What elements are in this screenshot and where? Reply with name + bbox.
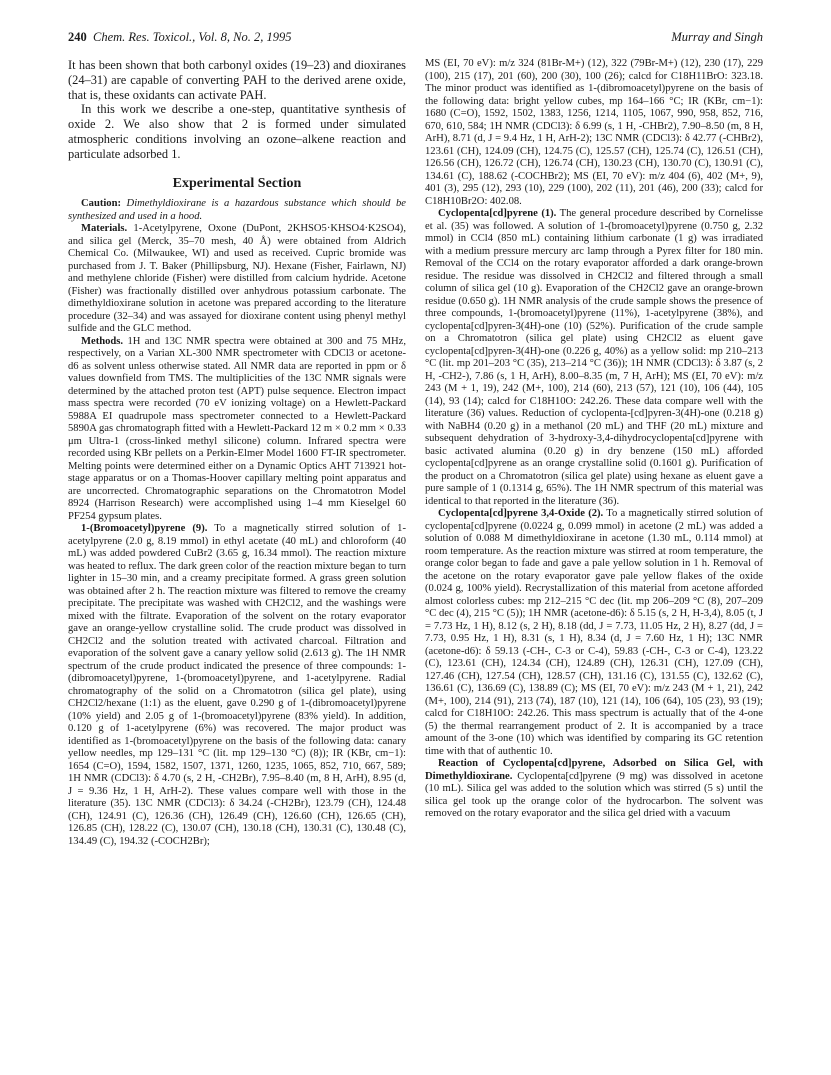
- cyclopentapyrene-paragraph: [425, 208, 763, 508]
- methods-text: 1H and 13C NMR spectra were obtained at 300 and 75 MHz, respectively, on a Varian XL-300 NMR spectrometer with CDCl3 or acetone-d6 as solvent unless otherwise stated. All NMR data are reported in ppm or δ values downfield from TMS. The multiplicities of the 13C NMR signals were determined by the attached proton test (APT) pulse sequence. Electron impact mass spectra were recorded (70 eV ionizing voltage) on a Hewlett-Packard 5988A EI quadrupole mass spectrometer connected to a Hewlett-Packard 5890A gas chromatograph fitted with a Hewlett-Packard 12 m × 0.2 mm × 0.33 μm Ultra-1 (cross-linked methyl silicone) column. Infrared spectra were recorded using KBr pellets on a Perkin-Elmer Model 1600 FT-IR spectrometer. Melting points were determined either on a Dynamic Optics AHT 713921 hot-stage apparatus or on a Thomas-Hoover capillary melting point apparatus and are uncorrected. Chromatographic separations on the Chromatotron Model 8924 (Harrison Research) were accomplished using 1–4 mm Kieselgel 60 PF254 gypsum plates.: [68, 335, 407, 522]
- header-authors: Murray and Singh: [671, 30, 763, 44]
- ms-continuation-paragraph: MS (EI, 70 eV): m/z 324 (81Br-M+) (12), 322 (79Br-M+) (12), 230 (17), 229 (100), 215 (17), 201 (60), 200 (30), 100 (26); calcd for C18H11BrO: 323.18. The minor product was identified as 1-(dibromoacetyl)pyrene on the basis of the following data: bright yellow cubes, mp 164–166 °C; IR (KBr, cm−1): 1680 (C=O), 1592, 1502, 1383, 1256, 1214, 1105, 1067, 990, 958, 852, 716, 670, 610, 584; 1H NMR (CDCl3): δ 6.99 (s, 1 H, -CHBr2), 7.90–8.50 (m, 8 H, ArH), 8.71 (d, J = 9.4 Hz, 1 H, ArH-2); 13C NMR (CDCl3): δ 42.77 (-CHBr2), 123.61 (CH), 124.09 (CH), 124.75 (C), 125.57 (CH), 125.74 (C), 126.51 (CH), 126.56 (CH), 126.72 (CH), 126.74 (CH), 130.23 (CH), 130.70 (C), 130.91 (C), 134.61 (C), 188.62 (-COCHBr2); MS (EI, 70 eV): m/z 404 (6), 402 (M+, 9), 401 (3), 295 (12), 293 (10), 229 (100), 202 (11), 201 (46), 200 (33); calcd for C18H10Br2O: 402.08.: [425, 58, 763, 207]
- silica-reaction-paragraph: [425, 758, 763, 821]
- silica-reaction-text: Cyclopenta[cd]pyrene (9 mg) was dissolved in acetone (10 mL). Silica gel was added to the solution which was stirred (5 s) until the silica gel took up the orange color of the hydrocarbon. The solvent was removed on the rotary evaporator and the silica gel dried with a vacuum: [425, 770, 763, 819]
- section-heading: Experimental Section: [172, 175, 302, 191]
- methods-heading: Methods.: [81, 335, 124, 347]
- right-column: [425, 58, 763, 821]
- page-number: 240: [68, 30, 87, 44]
- caution-label: Caution:: [81, 198, 122, 210]
- materials-text: 1-Acetylpyrene, Oxone (DuPont, 2KHSO5·KHSO4·K2SO4), and silica gel (Merck, 35–70 mesh, 40 Å) were obtained from Aldrich Chemical Co. (Milwaukee, WI) and used as received. Cupric bromide was purchased from J. T. Baker (Phillipsburg, NJ). Hexane (Fisher, Fairlawn, NJ) and methylene chloride (Fisher) were distilled from calcium hydride. Acetone (Fisher) was fractionally distilled over anhydrous potassium carbonate. The dimethyldioxirane solution in acetone was prepared according to the literature procedure (32–34) and was assayed for dioxirane content using phenyl methyl sulfide and the GLC method.: [68, 223, 406, 335]
- caution-paragraph: [68, 198, 406, 223]
- left-column: [68, 58, 406, 848]
- materials-heading: Materials.: [81, 223, 128, 235]
- silica-reaction-heading: Reaction of Cyclopenta[cd]pyrene, Adsorbed on Silica Gel, with Dimethyldioxirane.: [425, 758, 763, 782]
- oxide-heading: Cyclopenta[cd]pyrene 3,4-Oxide (2).: [438, 508, 604, 519]
- intro-paragraph-1: It has been shown that both carbonyl oxides (19–23) and dioxiranes (24–31) are capable of converting PAH to the derived arene oxide, that is, these oxidants can activate PAH.: [68, 58, 406, 102]
- journal-citation: Chem. Res. Toxicol., Vol. 8, No. 2, 1995: [93, 30, 292, 44]
- bromoacetylpyrene-heading: 1-(Bromoacetyl)pyrene (9).: [81, 523, 208, 535]
- header-left: [68, 30, 292, 45]
- caution-text: Dimethyldioxirane is a hazardous substance which should be synthesized and used in a hood.: [68, 198, 406, 222]
- materials-paragraph: [68, 223, 406, 336]
- cyclopentapyrene-heading: Cyclopenta[cd]pyrene (1).: [438, 208, 557, 219]
- running-header: [68, 30, 763, 48]
- bromoacetylpyrene-paragraph: [68, 523, 406, 848]
- bromoacetylpyrene-text: To a magnetically stirred solution of 1-acetylpyrene (2.0 g, 8.19 mmol) in ethyl acetate (40 mL) and chloroform (40 mL) was added powdered CuBr2 (3.65 g, 16.34 mmol). The reaction mixture was heated to reflux. The dark green color of the reaction mixture began to turn lighter in 15–30 min, and a creamy precipitate formed. A grass green solution was obtained after 2 h. The reaction mixture was filtered to remove the creamy precipitate. The precipitate was washed with CH2Cl2, and the washings were mixed with the filtrate. Evaporation of the solvent on the rotary evaporator gave an orange-yellow crystalline solid. The crude product was dissolved in CH2Cl2 and the solution treated with activated charcoal. Filtration and evaporation of the solvent gave a canary yellow solid (2.613 g). The 1H NMR spectrum of the crude product indicated the presence of three compounds: 1-(dibromoacetyl)pyrene, 1-(bromoacetyl)pyrene, and 1-acetylpyrene. Radial chromatography of the solid on a Chromatotron (silica gel plate), using CH2Cl2/hexane (1:1) as the eluent, gave 0.290 g of 1-(dibromoacetyl)pyrene (10% yield) and 2.05 g of 1-(bromoacetyl)pyrene (83% yield). In addition, 0.120 g of 1-acetylpyrene (6%) was recovered. The major product was identified as 1-(bromoacetyl)pyrene on the basis of the following data: canary yellow needles, mp 129–131 °C (lit. mp 129–130 °C) (8)); IR (KBr, cm−1): 1654 (C=O), 1594, 1582, 1507, 1371, 1260, 1235, 1065, 852, 710, 667, 589; 1H NMR (CDCl3): δ 4.70 (s, 2 H, -CH2Br), 7.95–8.40 (m, 8 H, ArH), 8.95 (d, J = 9.36 Hz, 1 H, ArH-2). These values compare well with those in the literature (35). 13C NMR (CDCl3): δ 34.24 (-CH2Br), 123.79 (CH), 124.48 (CH), 124.91 (C), 126.36 (CH), 126.49 (CH), 126.60 (CH), 126.65 (CH), 126.85 (CH), 128.22 (C), 130.07 (CH), 130.18 (CH), 130.31 (C), 130.48 (C), 134.49 (C), 194.32 (-COCH2Br);: [68, 523, 406, 847]
- intro-paragraph-2: In this work we describe a one-step, quantitative synthesis of oxide 2. We also show that 2 is formed under simulated atmospheric conditions involving an ozone–alkene reaction and particulate adsorbed 1.: [68, 102, 406, 161]
- cyclopentapyrene-text: The general procedure described by Cornelisse et al. (35) was followed. A solution of 1-(bromoacetyl)pyrene (0.750 g, 2.32 mmol) in CCl4 (850 mL) containing lithium carbonate (1 g) was irradiated with a medium pressure mercury arc lamp through a Pyrex filter for 180 min. Removal of the CCl4 on the rotary evaporator afforded a dark orange-brown residue. The residue was dissolved in CH2Cl2 and filtered through a small column of silica gel (10 g). Evaporation of the CH2Cl2 gave an orange-brown residue (0.650 g). 1H NMR analysis of the crude sample shows the presence of three compounds, 1-(bromoacetyl)pyrene (11%), 1-acetylpyrene (38%), and cyclopenta[cd]pyren-3(4H)-one (10) (52%). Purification of the crude sample on a Chromatotron (silica gel plate) using CH2Cl2 as eluent gave cyclopenta[cd]pyren-3(4H)-one (0.226 g, 40%) as a yellow solid: mp 210–213 °C (lit. mp 201–203 °C (35), 213–214 °C (36)); 1H NMR (CDCl3): δ 3.87 (s, 2 H, -CH2-), 7.86 (s, 1 H, ArH), 8.00–8.35 (m, 7 H, ArH); MS (EI, 70 eV): m/z 243 (M + 1, 19), 242 (M+, 100), 214 (60), 213 (57), 121 (10), 106 (44), 105 (14), 93 (14); calcd for C18H10O: 242.26. These data compare well with the literature (36) values. Reduction of cyclopenta-[cd]pyren-3(4H)-one (0.218 g) with NaBH4 (0.20 g) in a methanol (20 mL) and THF (20 mL) mixture and subsequent dehydration of 3-hydroxy-3,4-dihydrocyclopenta[cd]pyrene with basic activated alumina (0.20 g) in dry benzene (150 mL) afforded cyclopenta[cd]pyrene as an orange crystalline solid (0.1601 g). Purification of the product on a Chromatotron (silica gel plate) using hexane as eluent gave a pure sample of 1 (0.1314 g, 65%). The 1H NMR spectrum of this material was identical to that reported in the literature (36).: [425, 208, 764, 507]
- oxide-paragraph: [425, 508, 763, 758]
- methods-paragraph: [68, 336, 406, 524]
- oxide-text: To a magnetically stirred solution of cyclopenta[cd]pyrene (0.0224 g, 0.099 mmol) in acetone (2 mL) was added a solution of 0.088 M dimethyldioxirane in acetone (1.30 mL, 0.114 mmol) at room temperature. As the reaction mixture was stirred at room temperature, the orange color began to fade and gave a pale yellow solution in 1 h. Removal of the acetone on the rotary evaporator gave pale yellow flakes of the oxide (0.024 g, 100% yield). Recrystallization of this material from acetone afforded almost colorless cubes: mp 212–215 °C dec (lit. mp 206–209 °C (8), 207–209 °C dec (4), 215 °C (5)); 1H NMR (acetone-d6): δ 5.15 (s, 2 H, H-3,4), 8.05 (t, J = 7.73 Hz, 1 H), 8.12 (s, 2 H), 8.18 (dd, J = 7.73, 11.05 Hz, 2 H), 8.27 (dd, J = 7.73, 0.95 Hz, 1 H), 8.31 (s, 1 H), 8.34 (d, J = 7.60 Hz, 1 H); 13C NMR (acetone-d6): δ 59.13 (-CH-, C-3 or C-4), 59.83 (-CH-, C-3 or C-4), 123.22 (C), 123.61 (CH), 124.34 (CH), 124.89 (CH), 126.31 (CH), 127.09 (CH), 127.46 (CH), 127.54 (CH), 128.57 (CH), 131.16 (C), 131.55 (C), 132.62 (C), 136.61 (C), 136.69 (C), 138.89 (C); MS (EI, 70 eV): m/z 243 (M + 1, 21), 242 (M+, 100), 214 (91), 213 (74), 187 (10), 121 (14), 106 (64), 105 (23), 93 (19); calcd for C18H10O: 242.26. This mass spectrum is actually that of the 4-one (5) the thermal rearrangement product of 2. It is accompanied by a trace amount of the 3-one (10) which was identified by comparing its GC retention time with that of authentic 10.: [425, 508, 763, 757]
